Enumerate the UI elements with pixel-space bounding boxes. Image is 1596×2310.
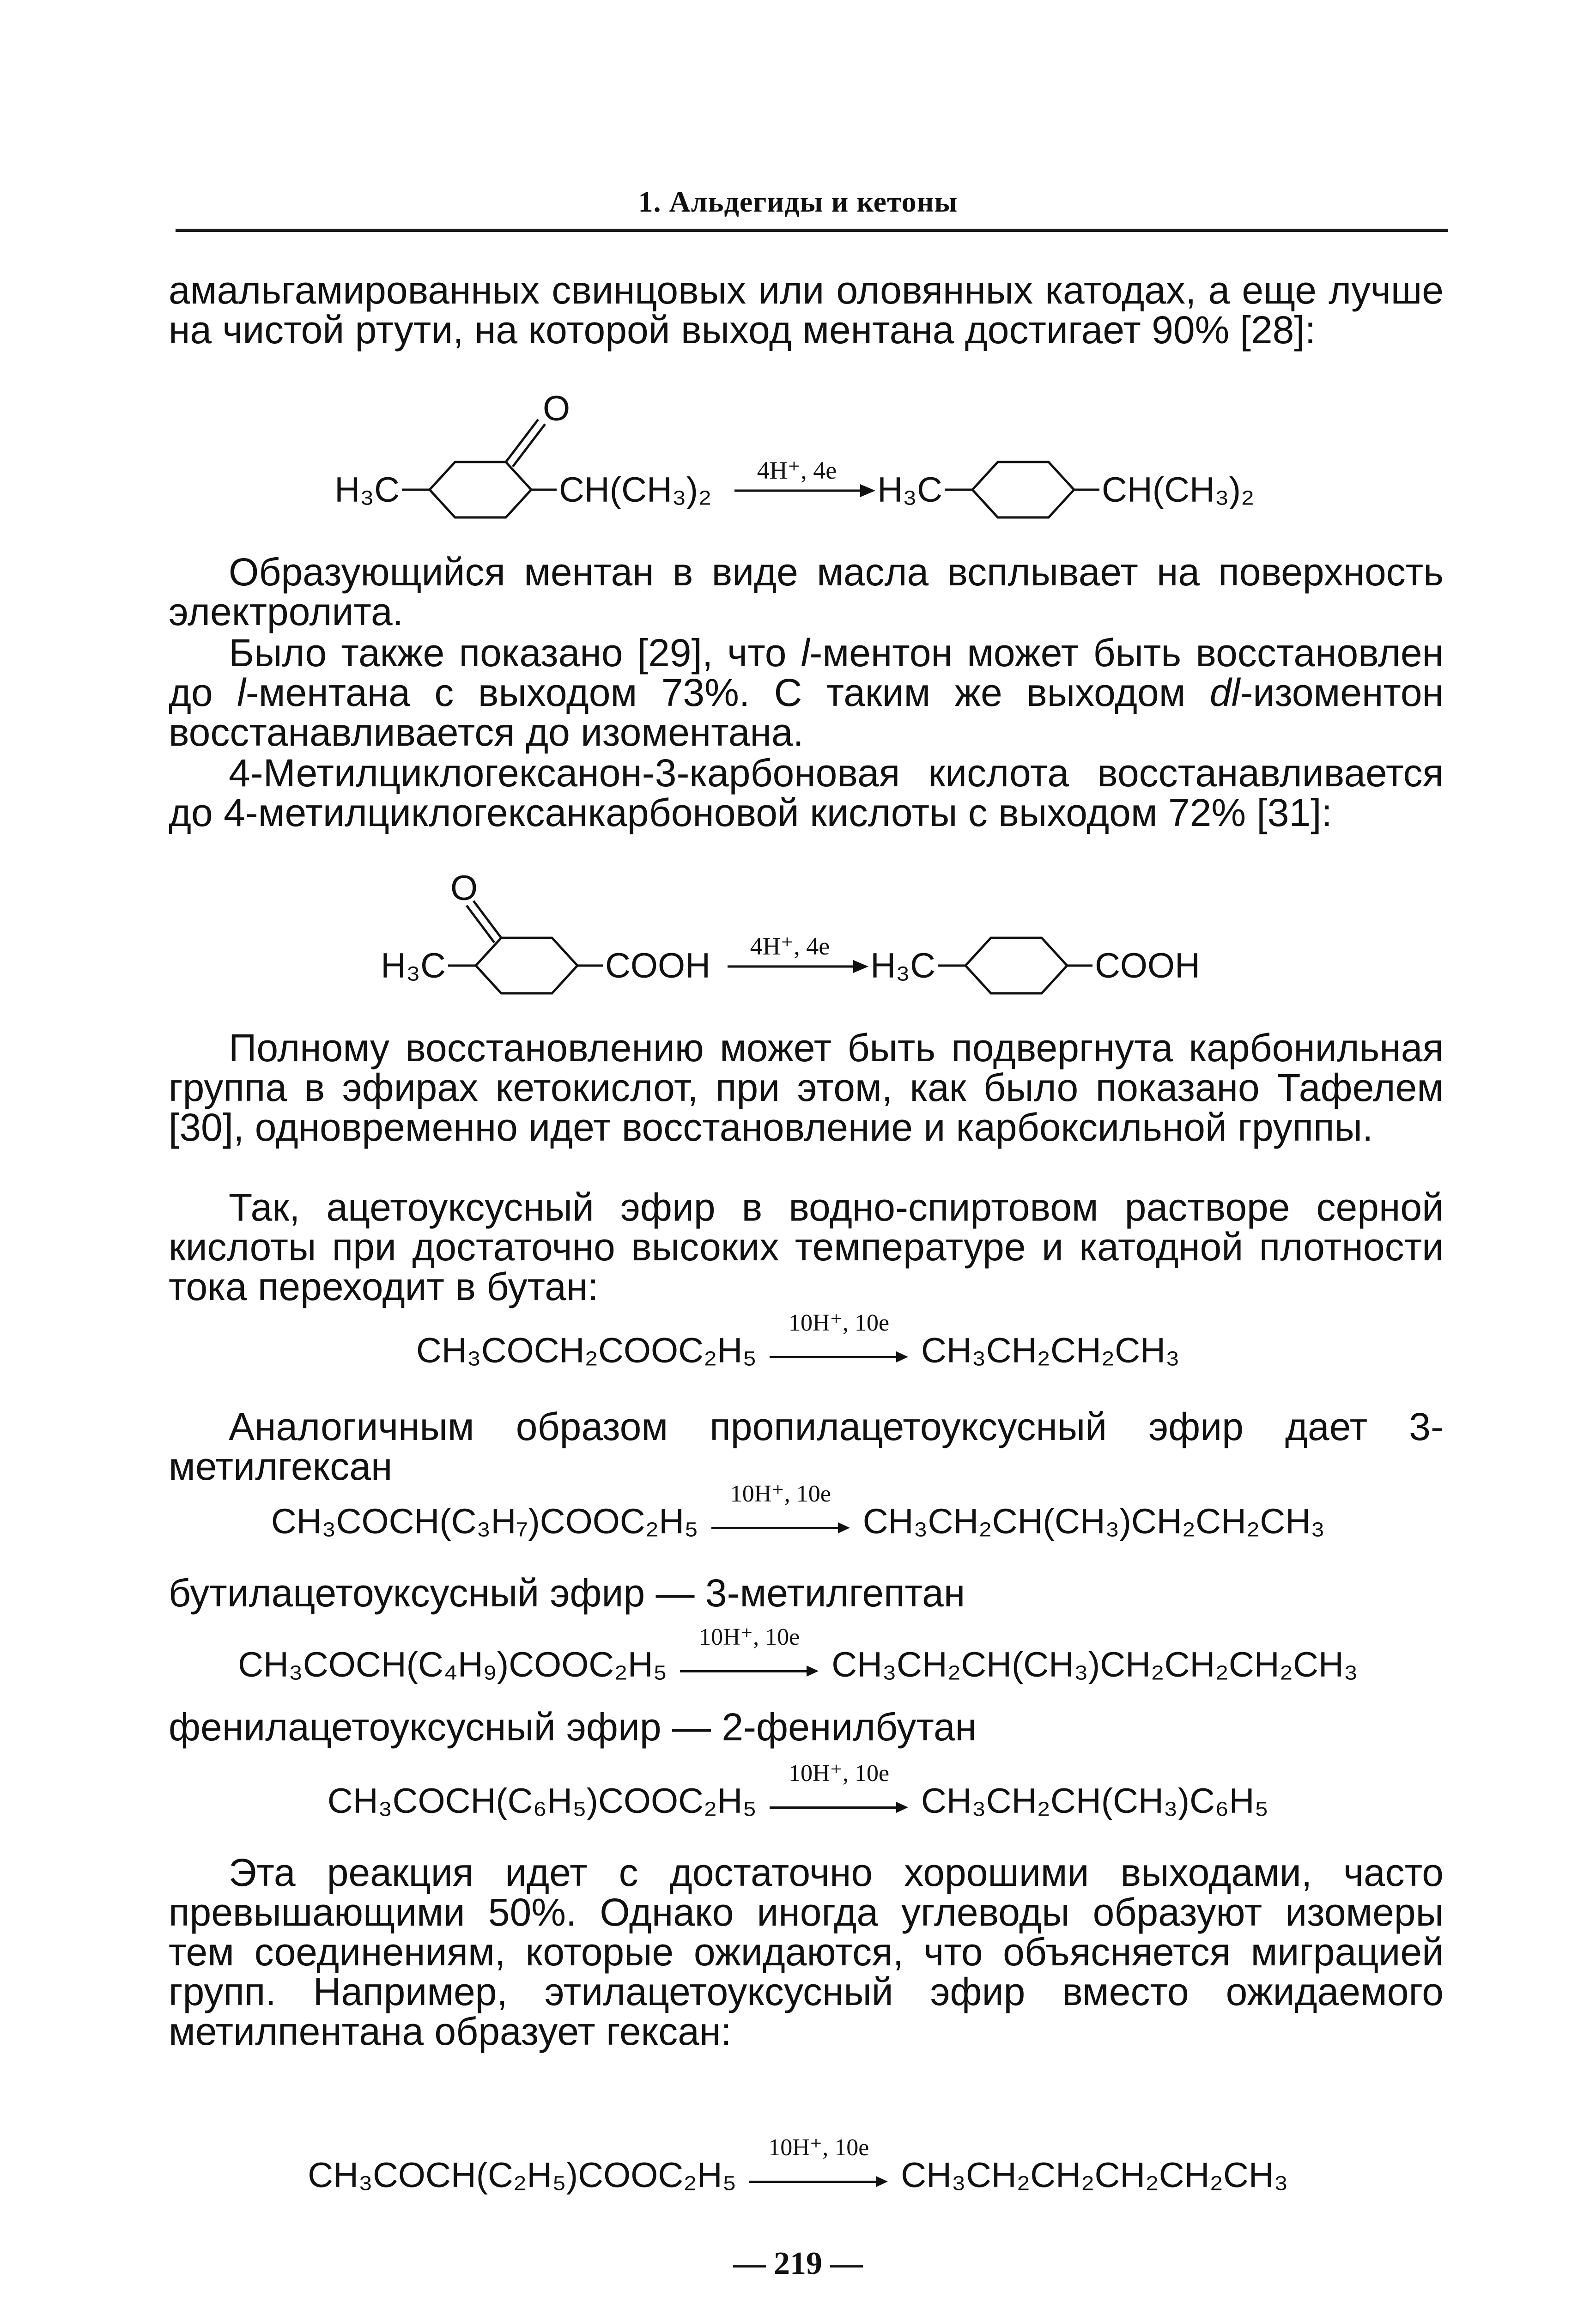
eq1-reactant: CH₃COCH₂COOC₂H₅ bbox=[416, 1331, 757, 1370]
product-right-group: CH(CH₃)₂ bbox=[1102, 470, 1255, 510]
eq2-arrow bbox=[711, 1480, 850, 1542]
reaction-arrow-head bbox=[860, 484, 875, 497]
oxygen-label: O bbox=[450, 869, 478, 908]
equation-5 bbox=[0, 2134, 1596, 2195]
ketoacid-scheme-svg bbox=[0, 869, 1596, 1021]
header-rule bbox=[176, 229, 1448, 232]
eq1-arrow bbox=[770, 1309, 908, 1371]
page-number: — 219 — bbox=[733, 2246, 863, 2281]
eq5-reactant: CH₃COCH(C₂H₅)COOC₂H₅ bbox=[308, 2156, 737, 2195]
eq3-arrow-label: 10H⁺, 10e bbox=[699, 1623, 800, 1650]
equation-4 bbox=[0, 1760, 1596, 1821]
eq4-arrow bbox=[770, 1760, 908, 1821]
paragraph-8: бутилацетоуксусный эфир — 3-метилгептан bbox=[169, 1571, 965, 1615]
reactant-ring bbox=[430, 462, 531, 517]
p3-text-b: -ментон может быть восстановлен до bbox=[169, 631, 1444, 714]
oxygen-label: O bbox=[543, 389, 570, 428]
eq3-product: CH₃CH₂CH(CH₃)CH₂CH₂CH₂CH₃ bbox=[831, 1645, 1358, 1684]
paragraph-9: фенилацетоуксусный эфир — 2-фенилбутан bbox=[169, 1705, 977, 1749]
eq4-arrow-label: 10H⁺, 10e bbox=[788, 1760, 890, 1787]
menthone-scheme-svg bbox=[0, 388, 1596, 545]
paragraph-6: Так, ацетоуксусный эфир в водно-спиртовом растворе серной кислоты при достаточно высоких температуре и катодной плотности тока переходит в бутан: bbox=[169, 1185, 1444, 1308]
product-left-group: H₃C bbox=[870, 946, 935, 985]
paragraph-3 bbox=[169, 633, 1444, 752]
eq5-arrow bbox=[749, 2134, 888, 2195]
eq2-product: CH₃CH₂CH(CH₃)CH₂CH₂CH₃ bbox=[862, 1502, 1325, 1541]
eq1-arrow-label: 10H⁺, 10e bbox=[788, 1309, 890, 1336]
eq2-reactant: CH₃COCH(C₃H₇)COOC₂H₅ bbox=[271, 1502, 698, 1541]
p3-text-c: -ментана с выходом 73%. С таким же выходом bbox=[245, 671, 1210, 714]
product-ring bbox=[965, 938, 1067, 993]
paragraph-1: амальгамированных свинцовых или оловянных катодах, а еще лучше на чистой ртути, на которой выход ментана достигает 90% [28]: bbox=[169, 268, 1444, 352]
arrow-condition-label: 4H⁺, 4e bbox=[757, 456, 837, 484]
eq3-reactant: CH₃COCH(C₄H₉)COOC₂H₅ bbox=[238, 1645, 668, 1684]
p3-italic-l-2: l bbox=[237, 671, 246, 714]
paragraph-5: Полному восстановлению может быть подвергнута карбонильная группа в эфирах кетокислот, при этом, как было показано Тафелем [30], одновременно идет восстановление и карбоксильной группы. bbox=[169, 1026, 1444, 1149]
eq4-product: CH₃CH₂CH(CH₃)C₆H₅ bbox=[921, 1781, 1269, 1821]
reaction-scheme-ketoacid bbox=[0, 869, 1596, 1021]
reactant-right-group: CH(CH₃)₂ bbox=[559, 470, 712, 510]
p3-text-d: -изоментон восстанавливается до изоментана. bbox=[169, 671, 1444, 754]
paragraph-2: Образующийся ментан в виде масла всплывает на поверхность электролита. bbox=[169, 550, 1444, 633]
arrow-condition-label: 4H⁺, 4e bbox=[750, 932, 830, 960]
reactant-right-group: COOH bbox=[605, 946, 710, 985]
equation-3 bbox=[0, 1623, 1596, 1685]
eq3-arrow bbox=[680, 1623, 819, 1685]
running-header: 1. Альдегиды и кетоны bbox=[638, 185, 958, 218]
paragraph-10: Эта реакция идет с достаточно хорошими выходами, часто превышающими 50%. Однако иногда углеводы образуют изомеры тем соединениям, которые ожидаются, что объясняется миграцией групп. Например, этилацетоуксусный эфир вместо ожидаемого метилпентана образует гексан: bbox=[169, 1851, 1444, 2053]
eq5-arrow-label: 10H⁺, 10e bbox=[768, 2134, 869, 2161]
reactant-left-group: H₃C bbox=[334, 470, 400, 510]
paragraph-4: 4-Метилциклогексанон-3-карбоновая кислота восстанавливается до 4-метилциклогексанкарбоновой кислоты с выходом 72% [31]: bbox=[169, 751, 1444, 834]
equation-2 bbox=[0, 1480, 1596, 1542]
product-left-group: H₃C bbox=[877, 470, 942, 510]
reactant-ring bbox=[476, 938, 577, 993]
eq5-product: CH₃CH₂CH₂CH₂CH₂CH₃ bbox=[901, 2156, 1288, 2195]
reaction-scheme-menthone bbox=[0, 388, 1596, 545]
eq4-reactant: CH₃COCH(C₆H₅)COOC₂H₅ bbox=[327, 1781, 757, 1821]
p3-italic-l-1: l bbox=[801, 631, 810, 675]
eq1-product: CH₃CH₂CH₂CH₃ bbox=[921, 1331, 1180, 1370]
reaction-arrow-head bbox=[853, 960, 868, 973]
p3-text-a: Было также показано [29], что bbox=[229, 631, 801, 675]
reactant-left-group: H₃C bbox=[381, 946, 446, 985]
equation-1 bbox=[0, 1309, 1596, 1371]
product-ring bbox=[972, 462, 1074, 517]
eq2-arrow-label: 10H⁺, 10e bbox=[730, 1480, 831, 1507]
product-right-group: COOH bbox=[1095, 946, 1200, 985]
paragraph-7: Аналогичным образом пропилацетоуксусный эфир дает 3-метилгексан bbox=[169, 1405, 1444, 1488]
p3-italic-dl: dl bbox=[1209, 671, 1240, 714]
